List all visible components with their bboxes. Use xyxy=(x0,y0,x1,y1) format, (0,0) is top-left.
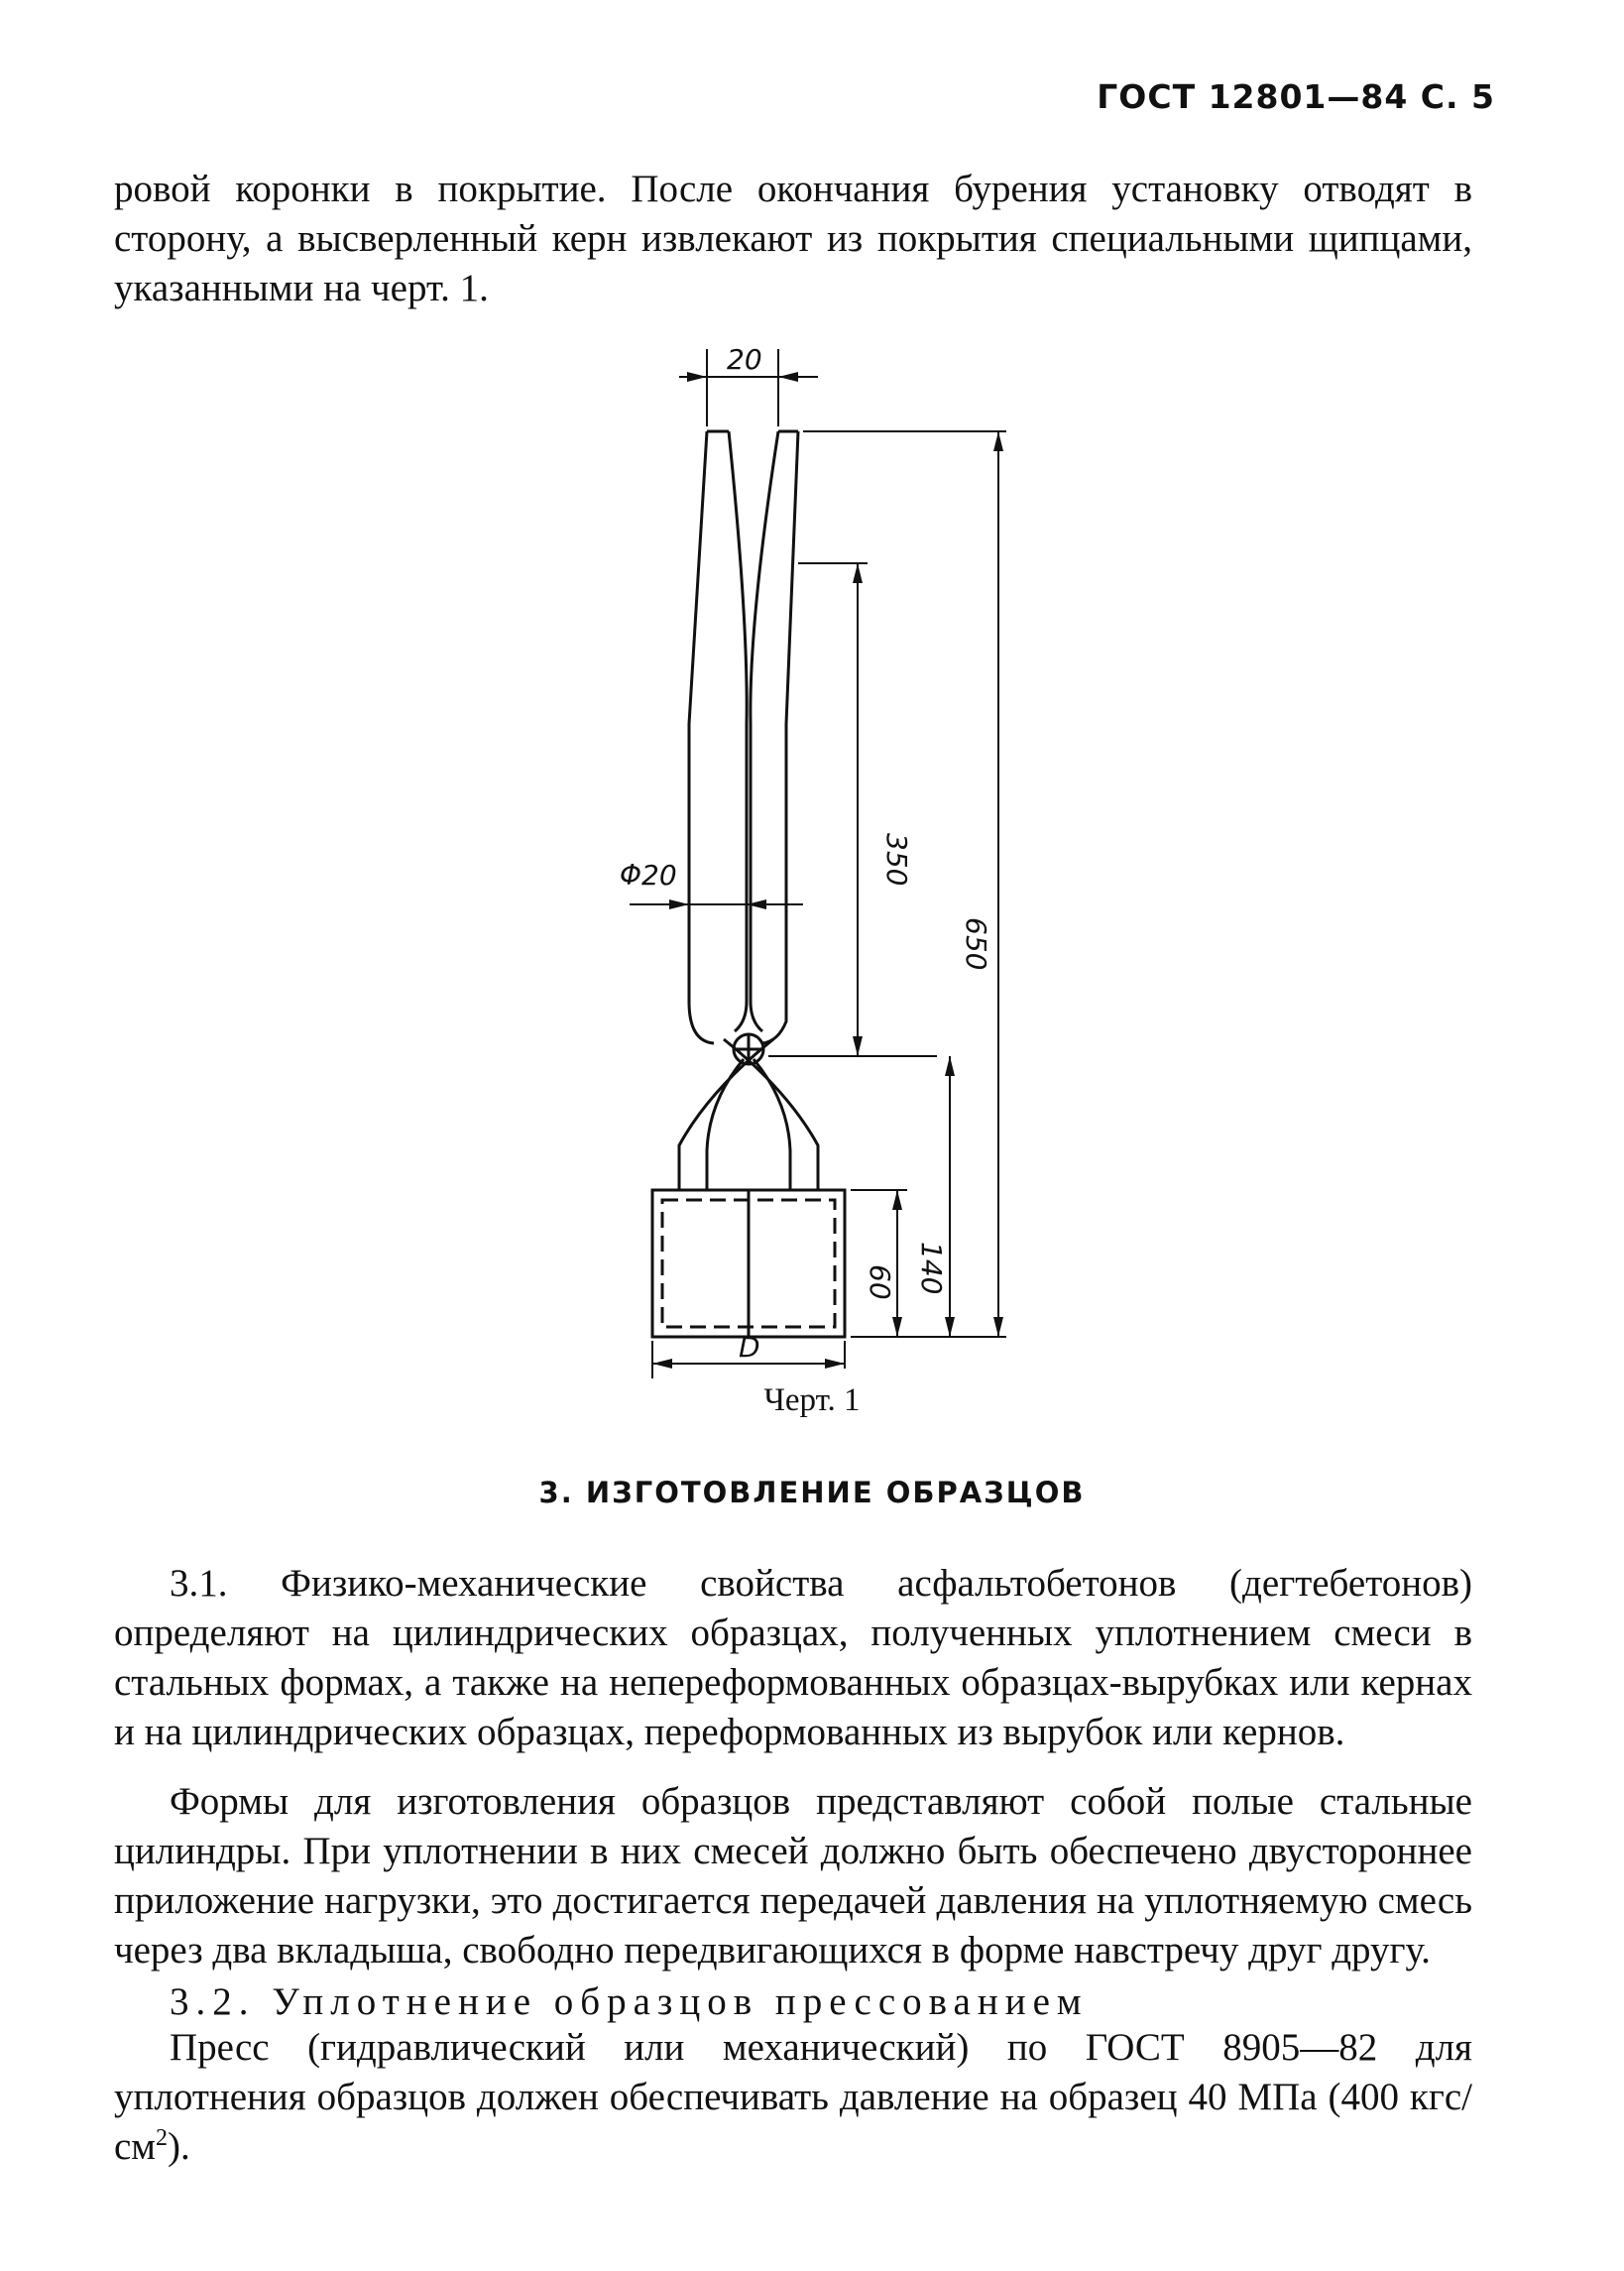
running-head: ГОСТ 12801—84 С. 5 xyxy=(1097,77,1495,116)
superscript-2: 2 xyxy=(156,2125,168,2151)
figure-caption: Черт. 1 xyxy=(763,1382,861,1418)
dim-ring-height: 60 xyxy=(864,1264,896,1300)
section-title: 3. ИЗГОТОВЛЕНИЕ ОБРАЗЦОВ xyxy=(538,1476,1086,1509)
intro-paragraph: ровой коронки в покрытие. После окончания бурения установку отводят в сторону, а высверленный керн извлекают из покрытия специальными щипцами, указанными на черт. 1. xyxy=(114,168,1472,309)
paragraph-press-end: ). xyxy=(168,2125,190,2168)
paragraph-3-2-heading: 3.2. Уплотнение образцов прессованием xyxy=(170,1980,1089,2023)
paragraph-forms: Формы для изготовления образцов представляют собой полые стальные цилиндры. При уплотнении в них смесей должно быть обеспечено двустороннее приложение нагрузки, это достигается передачей давления на уплотняемую смесь через два вкладыша, свободно передвигающихся в форме навстречу друг другу. xyxy=(114,1780,1472,1972)
paragraph-press xyxy=(114,2023,1472,2172)
dim-upper-length: 350 xyxy=(880,833,913,887)
paragraph-press-text: Пресс (гидравлический или механический) по ГОСТ 8905—82 для уплотнения образцов должен обеспечивать давление на образец 40 МПа (400 кгс/см xyxy=(114,2026,1472,2168)
tongs-drawing xyxy=(570,327,1026,1378)
dim-total-length: 650 xyxy=(960,917,992,971)
paragraph-3-1: 3.1. Физико-механические свойства асфальтобетонов (дегтебетонов) определяют на цилиндрических образцах, полученных уплотнением смеси в стальных формах, а также на непереформованных образцах-вырубках или кернах и на цилиндрических образцах, переформованных из вырубок или кернов. xyxy=(114,1562,1472,1753)
dimension-lines xyxy=(630,349,1006,1378)
dim-lower-length: 140 xyxy=(915,1242,948,1295)
tongs-outline xyxy=(652,431,845,1337)
tongs-drawing-svg xyxy=(570,327,1026,1378)
dim-ring-diameter: D xyxy=(739,1331,760,1364)
dim-rod-diameter: Φ20 xyxy=(620,859,677,892)
dim-top-width: 20 xyxy=(727,343,762,376)
